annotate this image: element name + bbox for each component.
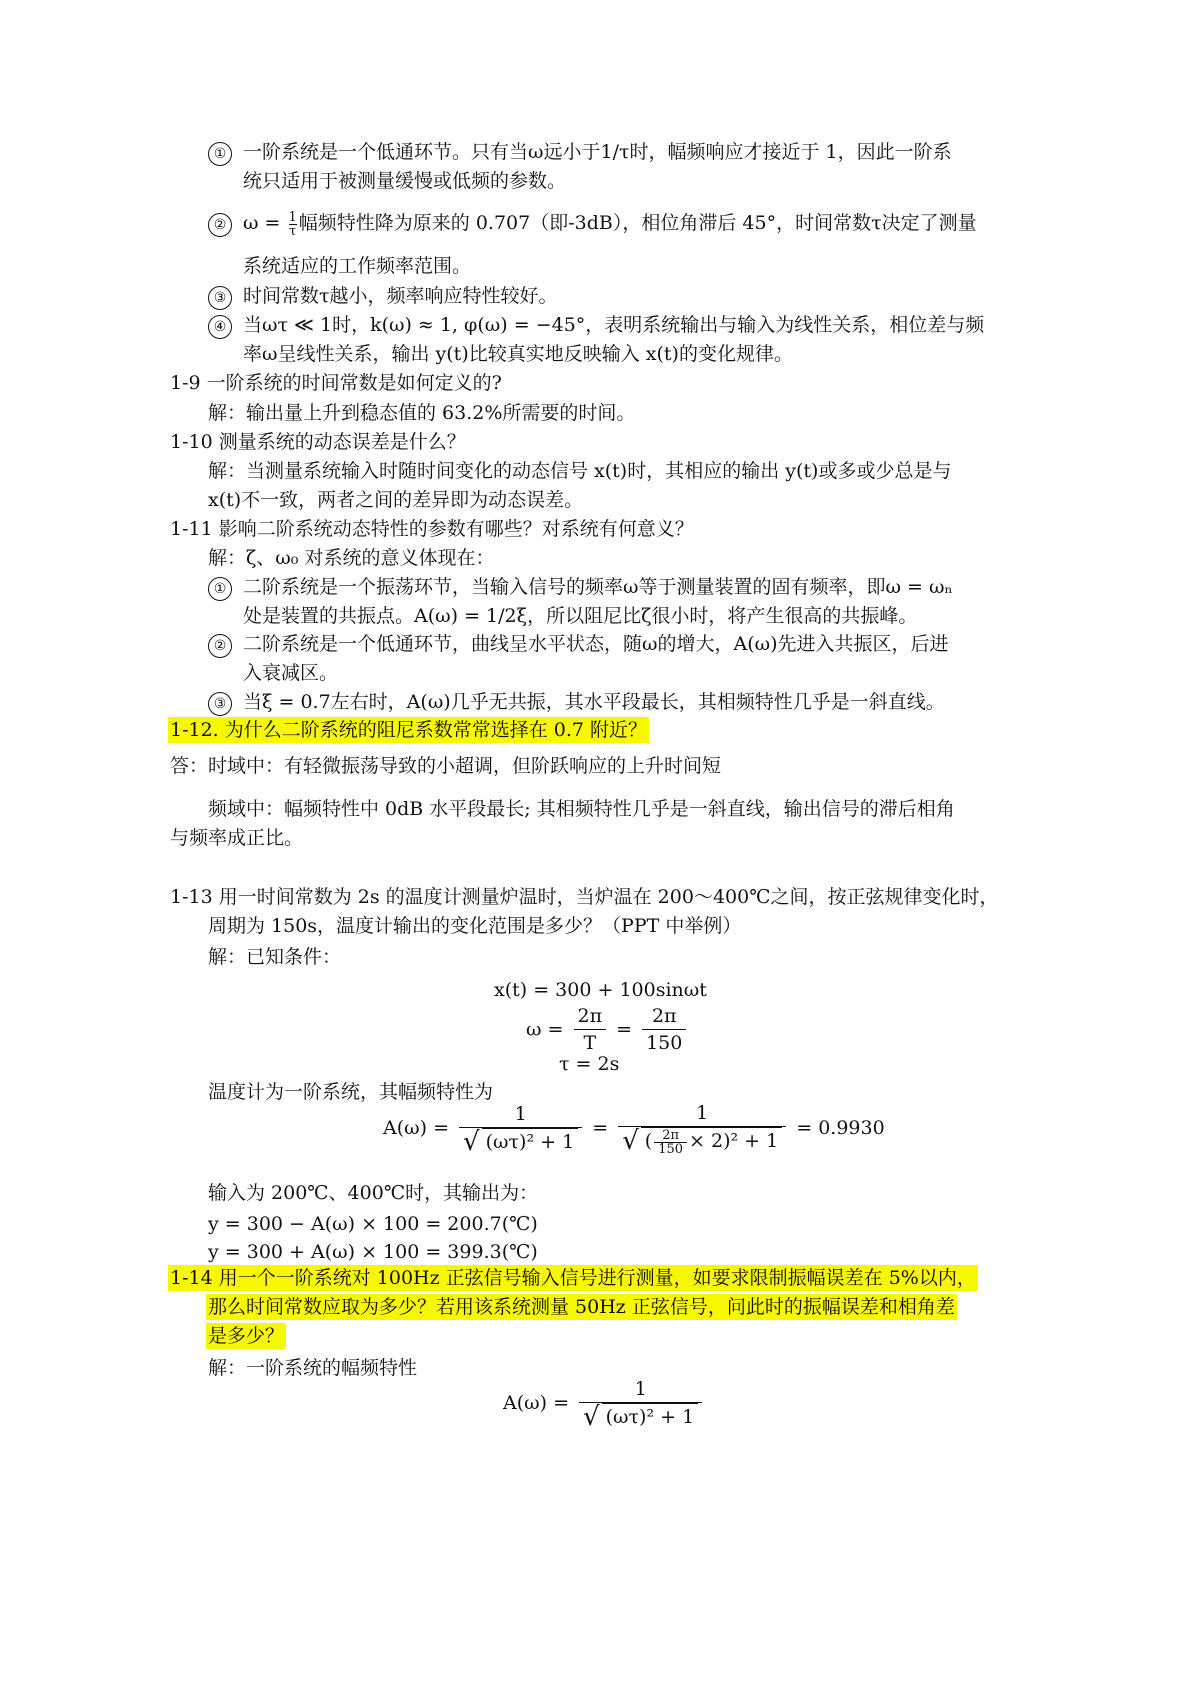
item-1-line-2: 统只适用于被测量缓慢或低频的参数。 [243, 170, 567, 192]
fraction-denominator: 150 [646, 1032, 683, 1054]
fraction-numerator: 1 [579, 1376, 702, 1403]
amplitude-result: = 0.9930 [796, 1116, 885, 1139]
item-3-line-1: 时间常数τ越小，频率响应特性较好。 [243, 285, 558, 307]
fraction-numerator: 2π [642, 1003, 686, 1030]
item-2-line-1 [243, 209, 977, 239]
sqrt-tail: × 2)² + 1 [689, 1130, 779, 1152]
answer-1-14-intro: 解：一阶系统的幅频特性 [208, 1357, 418, 1379]
equals-sign: = [616, 1018, 633, 1041]
answer-1-11-item-1-line-2: 处是装置的共振点。A(ω) = 1/2ξ，所以阻尼比ζ很小时，将产生很高的共振峰。 [243, 605, 918, 627]
answer-1-9: 解：输出量上升到稳态值的 63.2%所需要的时间。 [208, 402, 636, 424]
circled-number-2: ② [208, 213, 232, 237]
question-1-9: 1-9 一阶系统的时间常数是如何定义的? [170, 372, 502, 394]
one-over-tau [289, 211, 297, 238]
answer-1-13-text-2: 输入为 200℃、400℃时，其输出为： [208, 1182, 539, 1204]
question-1-14-line-2 [206, 1294, 957, 1320]
highlighted-question-1-14-line-1: 1-14 用一个一阶系统对 100Hz 正弦信号输入信号进行测量，如要求限制振幅误差在 5%以内， [170, 1267, 976, 1289]
equals-sign: = [592, 1116, 609, 1139]
question-1-10: 1-10 测量系统的动态误差是什么？ [170, 431, 466, 453]
answer-1-13-text-1: 温度计为一阶系统，其幅频特性为 [208, 1081, 494, 1103]
item-1-line-1: 一阶系统是一个低通环节。只有当ω远小于1/τ时，幅频响应才接近于 1，因此一阶系 [243, 141, 952, 163]
fraction-denominator [459, 1128, 582, 1155]
question-1-13-line-1: 1-13 用一时间常数为 2s 的温度计测量炉温时，当炉温在 200～400℃之间，按正弦规律变化时， [170, 886, 999, 908]
highlighted-question-1-14-line-3: 是多少？ [208, 1325, 285, 1347]
answer-1-13-y2: y = 300 + A(ω) × 100 = 399.3(℃) [208, 1241, 538, 1263]
fraction-2pi-over-150 [642, 1003, 686, 1056]
fraction-amplitude-1 [459, 1101, 582, 1155]
omega-label: ω = [526, 1018, 564, 1041]
fraction-numerator: 2π [654, 1129, 687, 1143]
sqrt-icon: √ [463, 1126, 480, 1157]
sqrt-content [641, 1127, 782, 1156]
circled-number-1: ① [208, 577, 232, 601]
fraction-numerator: 1 [618, 1100, 786, 1127]
fraction-numerator: 2π [574, 1003, 607, 1030]
answer-1-11-item-1-line-1: 二阶系统是一个振荡环节，当输入信号的频率ω等于测量装置的固有频率，即ω = ωₙ [243, 576, 953, 598]
item-4-line-2: 率ω呈线性关系，输出 y(t)比较真实地反映输入 x(t)的变化规律。 [243, 343, 793, 365]
amplitude-label: A(ω) = [383, 1116, 449, 1139]
equation-x-t: x(t) = 300 + 100sinωt [494, 979, 707, 1001]
question-1-12 [168, 717, 649, 743]
omega-eq: ω = [243, 212, 281, 234]
item-2-line-2: 系统适应的工作频率范围。 [243, 255, 472, 277]
equation-amplitude-1-14 [503, 1376, 706, 1430]
highlighted-question-1-14-line-2: 那么时间常数应取为多少？若用该系统测量 50Hz 正弦信号，问此时的振幅误差和相角差 [208, 1296, 955, 1318]
answer-1-11-item-3-line-1: 当ξ = 0.7左右时，A(ω)几乎无共振，其水平段最长，其相频特性几乎是一斜直线。 [243, 691, 945, 713]
sqrt-content: (ωτ)² + 1 [602, 1403, 699, 1430]
fraction-numerator: 1 [288, 209, 297, 225]
answer-1-12-line-3: 与频率成正比。 [170, 827, 304, 849]
fraction-amplitude [579, 1376, 702, 1430]
question-1-11: 1-11 影响二阶系统动态特性的参数有哪些？对系统有何意义？ [170, 518, 694, 540]
equation-amplitude [383, 1100, 885, 1156]
fraction-numerator: 1 [459, 1101, 582, 1128]
question-1-14-line-3 [206, 1323, 286, 1349]
equation-omega [526, 1003, 690, 1056]
answer-1-13-known: 解：已知条件： [208, 946, 342, 968]
fraction-denominator: 150 [658, 1141, 684, 1157]
answer-1-11-item-2-line-2: 入衰减区。 [243, 662, 339, 684]
circled-number-1: ① [208, 142, 232, 166]
answer-1-11-item-2-line-1: 二阶系统是一个低通环节，曲线呈水平状态，随ω的增大，A(ω)先进入共振区，后进 [243, 633, 949, 655]
fraction-denominator: T [583, 1032, 597, 1054]
answer-1-12-line-1: 答：时域中：有轻微振荡导致的小超调，但阶跃响应的上升时间短 [170, 755, 722, 777]
fraction-denominator [579, 1403, 702, 1430]
answer-1-12-line-2: 频域中：幅频特性中 0dB 水平段最长; 其相频特性几乎是一斜直线，输出信号的滞后相角 [208, 798, 955, 820]
fraction-denominator: τ [289, 223, 297, 239]
question-1-14-line-1 [168, 1265, 978, 1291]
fraction-denominator [618, 1127, 786, 1156]
fraction-2pi-over-150-small [654, 1129, 687, 1156]
circled-number-3: ③ [208, 286, 232, 310]
item-2-text: 幅频特性降为原来的 0.707（即-3dB），相位角滞后 45°，时间常数τ决定了测量 [298, 212, 977, 234]
answer-1-13-y1: y = 300 − A(ω) × 100 = 200.7(℃) [208, 1213, 538, 1235]
sqrt-content: (ωτ)² + 1 [482, 1128, 579, 1155]
fraction-amplitude-2 [618, 1100, 786, 1156]
sqrt-icon: √ [622, 1126, 639, 1156]
fraction-2pi-over-T [574, 1003, 607, 1056]
equation-tau: τ = 2s [559, 1053, 620, 1075]
answer-1-11-intro: 解：ζ、ω₀ 对系统的意义体现在： [208, 547, 495, 569]
paren-open: ( [644, 1130, 653, 1152]
answer-1-10-line-1: 解：当测量系统输入时随时间变化的动态信号 x(t)时，其相应的输出 y(t)或多或少总是与 [208, 460, 952, 482]
circled-number-2: ② [208, 634, 232, 658]
circled-number-4: ④ [208, 315, 232, 339]
answer-1-10-line-2: x(t)不一致，两者之间的差异即为动态误差。 [208, 489, 584, 511]
circled-number-3: ③ [208, 692, 232, 716]
sqrt-icon: √ [583, 1402, 600, 1432]
question-1-13-line-2: 周期为 150s，温度计输出的变化范围是多少？（PPT 中举例） [208, 915, 742, 937]
item-4-line-1: 当ωτ ≪ 1时，k(ω) ≈ 1, φ(ω) = −45°，表明系统输出与输入为线性关系，相位差与频 [243, 314, 985, 336]
amplitude-label: A(ω) = [503, 1392, 569, 1414]
highlighted-question-1-12: 1-12. 为什么二阶系统的阻尼系数常常选择在 0.7 附近？ [170, 719, 648, 741]
